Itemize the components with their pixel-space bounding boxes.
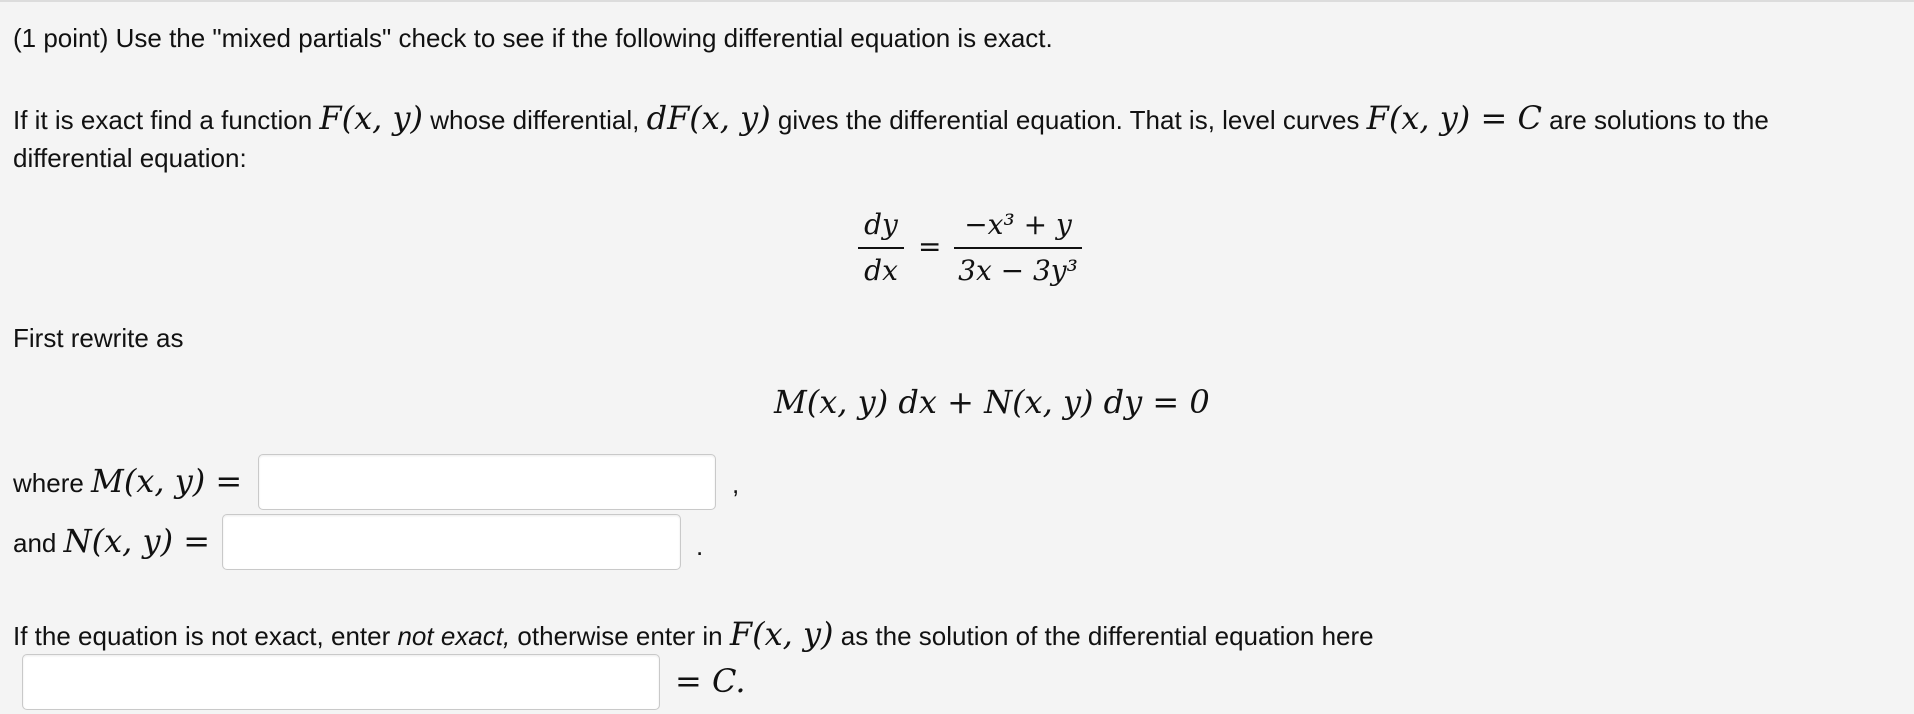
rewrite-label: First rewrite as [13, 323, 184, 353]
math-N: N(x, y) = [63, 522, 211, 560]
problem-paragraph-line1: If it is exact find a function F(x, y) whose differential, dF(x, y) gives the differential equation. That is, level curves F(x, y) = C are solutions to the [13, 99, 1769, 137]
math-dF: dF(x, y) [646, 99, 771, 137]
problem-paragraph-line2: differential equation: [13, 143, 247, 173]
f-input[interactable] [22, 654, 660, 710]
math-M: M(x, y) = [91, 462, 243, 500]
rhs-denominator: 3x − 3y³ [958, 254, 1078, 287]
fraction-bar [858, 247, 904, 249]
n-input[interactable] [222, 514, 681, 570]
rewrite-form: M(x, y) dx + N(x, y) dy = 0 [774, 383, 1210, 421]
m-label: where M(x, y) = [13, 462, 243, 500]
top-divider [0, 0, 1914, 2]
dy-numerator: dy [864, 208, 898, 241]
n-label: and N(x, y) = [13, 522, 211, 560]
equation-equals: = [918, 230, 942, 263]
not-exact-emphasis: not exact, [397, 621, 511, 651]
rhs-fraction [952, 204, 1084, 294]
m-comma: , [732, 469, 740, 499]
equals-C: = C. [675, 662, 746, 700]
math-F-solution: F(x, y) [729, 615, 834, 653]
n-period: . [696, 531, 704, 561]
fraction-bar [954, 247, 1082, 249]
dy-dx-fraction [856, 204, 906, 294]
math-F: F(x, y) [319, 99, 424, 137]
instruction-text: If the equation is not exact, enter not exact, otherwise enter in F(x, y) as the solution of the differential equation here [13, 615, 1374, 653]
m-input[interactable] [258, 454, 716, 510]
math-F-equals-C: F(x, y) = C [1366, 99, 1542, 137]
problem-intro: (1 point) Use the "mixed partials" check to see if the following differential equation is exact. [13, 23, 1053, 53]
rhs-numerator: −x³ + y [964, 208, 1072, 241]
dx-denominator: dx [864, 254, 898, 287]
